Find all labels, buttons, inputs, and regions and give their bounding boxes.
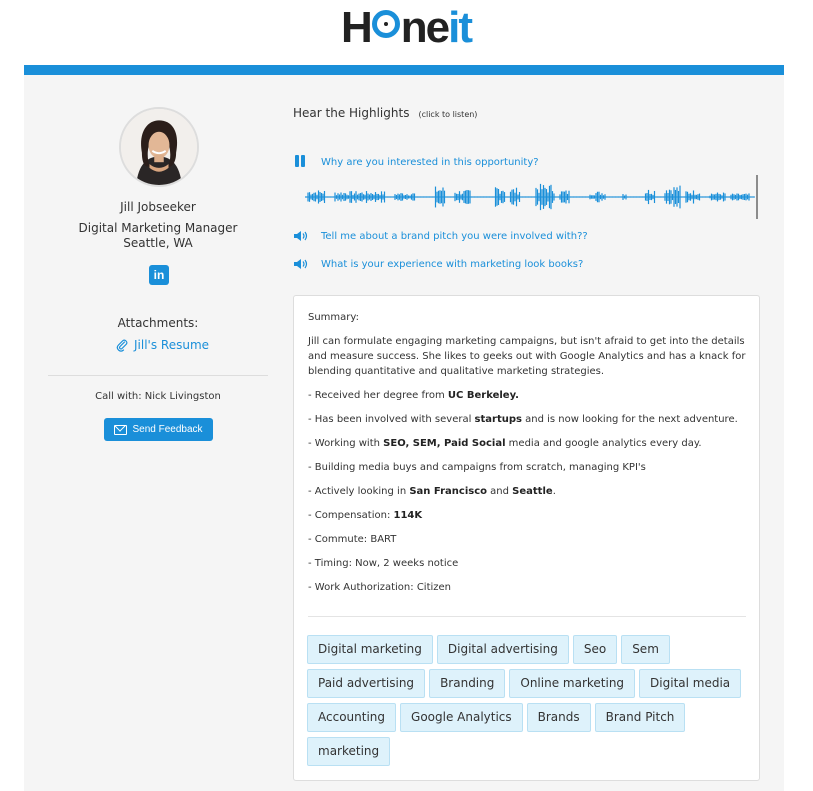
audio-question-3[interactable] [293,257,583,271]
highlights-heading [293,106,477,120]
send-feedback-button[interactable] [104,418,213,441]
avatar [119,107,199,187]
candidate-name: Jill Jobseeker [120,200,196,214]
skill-tag[interactable]: Sem [621,635,670,664]
skill-tag[interactable]: Digital marketing [307,635,433,664]
skill-tag[interactable]: Paid advertising [307,669,425,698]
summary-text [308,310,746,604]
summary-bullet: - Work Authorization: Citizen [308,582,452,593]
skill-tag[interactable]: Google Analytics [400,703,523,732]
summary-bullet: - Building media buys and campaigns from scratch, managing KPI's [308,462,646,473]
audio-question-label[interactable]: Why are you interested in this opportunity? [321,156,539,168]
paperclip-icon [116,338,128,352]
summary-bullet: - Timing: Now, 2 weeks notice [308,558,459,569]
summary-bullet: - Received her degree from UC Berkeley. [308,390,519,401]
summary-bullet: - Has been involved with several startups and is now looking for the next adventure. [308,414,738,425]
skill-tag[interactable]: Accounting [307,703,396,732]
skill-tags [307,635,747,766]
summary-card [293,295,760,781]
summary-label: Summary: [308,312,359,323]
audio-waveform[interactable] [305,175,760,219]
candidate-location: Seattle, WA [123,236,193,250]
linkedin-icon[interactable]: in [149,265,169,285]
audio-question-1[interactable] [293,155,539,169]
envelope-icon [114,425,127,435]
speaker-icon[interactable] [293,257,309,271]
skill-tag[interactable]: marketing [307,737,390,766]
skill-tag[interactable]: Online marketing [509,669,635,698]
skill-tag[interactable]: Brand Pitch [595,703,686,732]
call-with: Call with: Nick Livingston [95,391,221,402]
audio-question-label[interactable]: Tell me about a brand pitch you were involved with?? [321,230,588,242]
logo-target-icon [372,10,400,38]
attachments-label: Attachments: [117,316,199,330]
summary-intro: Jill can formulate engaging marketing campaigns, but isn't afraid to get into the details and measure success. She likes to geeks out with Google Analytics and has a knack for blending quantitative and qualitative marketing strategies. [308,336,746,377]
highlights-hint: (click to listen) [418,110,478,119]
summary-divider [308,616,746,617]
skill-tag[interactable]: Digital media [639,669,741,698]
send-feedback-label: Send Feedback [132,424,203,435]
left-divider [48,375,268,376]
speaker-icon[interactable] [293,229,309,243]
header-bar [24,65,784,75]
skill-tag[interactable]: Brands [527,703,591,732]
skill-tag[interactable]: Seo [573,635,617,664]
avatar-portrait-icon [121,109,197,185]
audio-question-label[interactable]: What is your experience with marketing look books? [321,258,584,270]
resume-link-label[interactable]: Jill's Resume [134,338,210,352]
pause-icon[interactable] [293,155,309,169]
honeit-logo: H neit [341,3,472,52]
candidate-role: Digital Marketing Manager [78,221,238,235]
skill-tag[interactable]: Digital advertising [437,635,569,664]
summary-bullet: - Commute: BART [308,534,397,545]
summary-bullet: - Working with SEO, SEM, Paid Social media and google analytics every day. [308,438,702,449]
skill-tag[interactable]: Branding [429,669,505,698]
audio-question-2[interactable] [293,229,588,243]
highlights-title: Hear the Highlights [293,106,410,120]
summary-bullet: - Compensation: 114K [308,510,423,521]
summary-bullet: - Actively looking in San Francisco and Seattle. [308,486,556,497]
resume-link[interactable] [116,338,209,352]
